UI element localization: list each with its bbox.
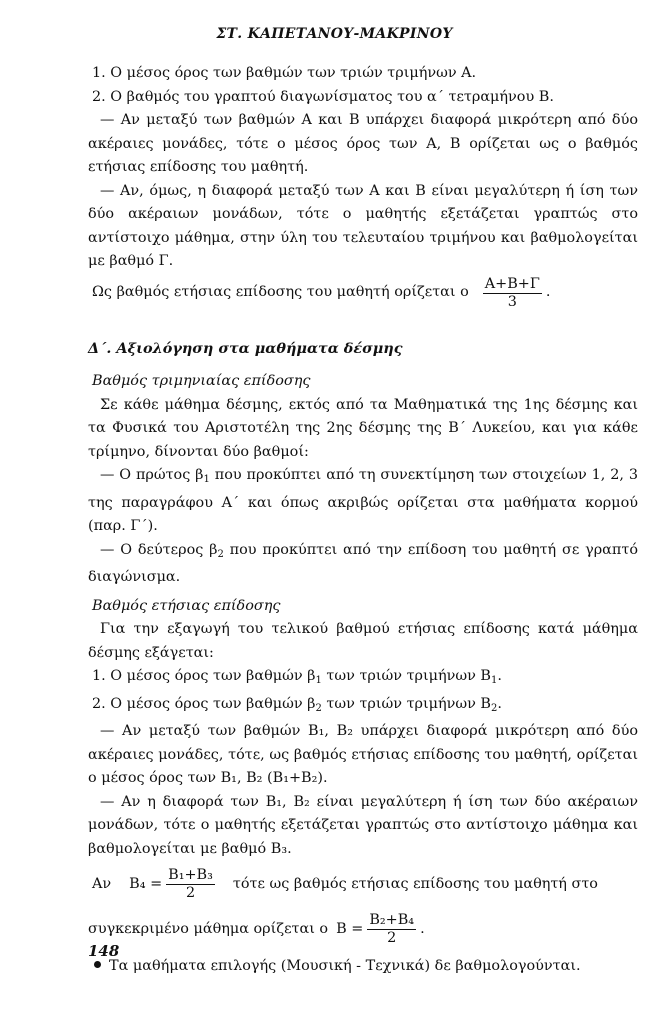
fraction-denominator: 3 [507,293,517,310]
paragraph-condition-2: — Αν, όμως, η διαφορά μεταξύ των Α και Β είναι μεγαλύτερη ή ίση των δύο ακέραιων μονάδων, τότε ο μαθητής εξετάζεται γραπτώς στο αντίστοιχο μάθημα, στην ύλη του τελευταίου τριμήνου και βαθμολογείται με βαθμό Γ. [88,182,638,269]
subheading-annual-grade: Βαθμός ετήσιας επίδοσης [92,597,281,614]
fraction [367,912,416,947]
subscript: 2 [315,702,322,714]
paragraph-intro: Σε κάθε μάθημα δέσμης, εκτός από τα Μαθηματικά της 1ης δέσμης και τα Φυσικά του Αριστοτέλη της 2ης δέσμης της Β΄ Λυκείου, και για κάθε τρίμηνο, δίνονται δύο βαθμοί: [88,396,638,460]
text: . [497,695,502,712]
text: 1. Ο μέσος όρος των βαθμών β [92,668,316,684]
text: 2. Ο μέσος όρος των βαθμών β [92,695,316,712]
formula-text: συγκεκριμένο μάθημα ορίζεται ο [88,920,329,937]
text: των τριών τριμήνων Β [321,668,491,684]
item-2: 2. Ο βαθμός του γραπτού διαγωνίσματος του α΄ τετραμήνου Β. [92,88,554,105]
formula-b4 [88,867,638,902]
bullet-icon [94,961,101,968]
formula-lhs: Β₄ = [129,875,163,892]
formula-final [88,912,638,947]
fraction-denominator: 2 [185,885,196,901]
formula-lhs: Β = [336,920,364,937]
text: . [497,668,502,684]
item-1: 1. Ο μέσος όρος των βαθμών των τριών τριμήνων Α. [92,65,477,81]
bullet-text: Τα μαθήματα επιλογής (Μουσική - Τεχνικά) δε βαθμολογούνται. [109,958,581,974]
text: που προκύπτει από την επίδοση του μαθητή σε γραπτό διαγώνισμα. [88,541,638,585]
paragraph-second-grade [88,539,638,590]
subscript: 2 [217,548,224,560]
formula-text: Αν [92,875,112,892]
fraction [483,276,542,311]
subscript: 1 [203,474,210,485]
subheading-term-grade: Βαθμός τριμηνιαίας επίδοσης [92,373,311,389]
subscript: 2 [491,702,498,714]
running-header: ΣΤ. ΚΑΠΕΤΑΝΟΥ-ΜΑΚΡΙΝΟΥ [216,26,453,42]
paragraph-derivation: Για την εξαγωγή του τελικού βαθμού ετήσιας επίδοσης κατά μάθημα δέσμης εξάγεται: [88,621,638,661]
page-number: 148 [88,942,120,960]
fraction-numerator: Β₁+Β₃ [168,867,213,883]
text: — Ο δεύτερος β [100,541,218,558]
fraction [166,867,215,902]
item-b2 [88,693,638,721]
fraction-numerator: Β₂+Β₄ [369,912,415,928]
text: — Ο πρώτος β [100,467,204,483]
fraction-numerator: Α+Β+Γ [484,275,540,292]
paragraph-first-grade [88,464,638,539]
paragraph-condition-b1: — Αν μεταξύ των βαθμών Β₁, Β₂ υπάρχει διαφορά μικρότερη από δύο ακέραιες μονάδες, τότε, ως βαθμός ετήσιας επίδοσης του μαθητή, ορίζεται ο μέσος όρος των Β₁, Β₂ (Β₁+Β₂). [88,723,638,786]
formula-end: . [545,284,551,301]
page-body [88,62,638,979]
text: που προκύπτει από τη συνεκτίμηση των στοιχείων 1, 2, 3 της παραγράφου Α΄ και όπως ακριβώς ορίζεται στα μαθήματα κορμού (παρ. Γ΄). [88,467,638,534]
fraction-denominator: 2 [387,930,397,946]
formula-text: Ως βαθμός ετήσιας επίδοσης του μαθητή ορίζεται ο [92,284,469,301]
section-title: Δ΄. Αξιολόγηση στα μαθήματα δέσμης [88,339,403,357]
text: των τριών τριμήνων Β [321,695,491,712]
bullet-note [88,955,638,979]
formula-end: . [420,920,425,937]
paragraph-condition-b2: — Αν η διαφορά των Β₁, Β₂ είναι μεγαλύτερη ή ίση των δύο ακέραιων μονάδων, τότε ο μαθητής εξετάζεται γραπτώς στο αντίστοιχο μάθημα και βαθμολογείται με βαθμό Β₃. [88,793,638,857]
paragraph-condition-1: — Αν μεταξύ των βαθμών Α και Β υπάρχει διαφορά μικρότερη από δύο ακέραιες μονάδες, τότε ο μέσος όρος των Α, Β ορίζεται ως ο βαθμός ετήσιας επίδοσης του μαθητή. [88,112,638,175]
subscript: 1 [315,675,322,686]
formula-text: τότε ως βαθμός ετήσιας επίδοσης του μαθητή στο [232,875,598,892]
subscript: 1 [491,675,498,686]
formula-annual-grade [88,276,638,311]
item-b1 [88,665,638,693]
